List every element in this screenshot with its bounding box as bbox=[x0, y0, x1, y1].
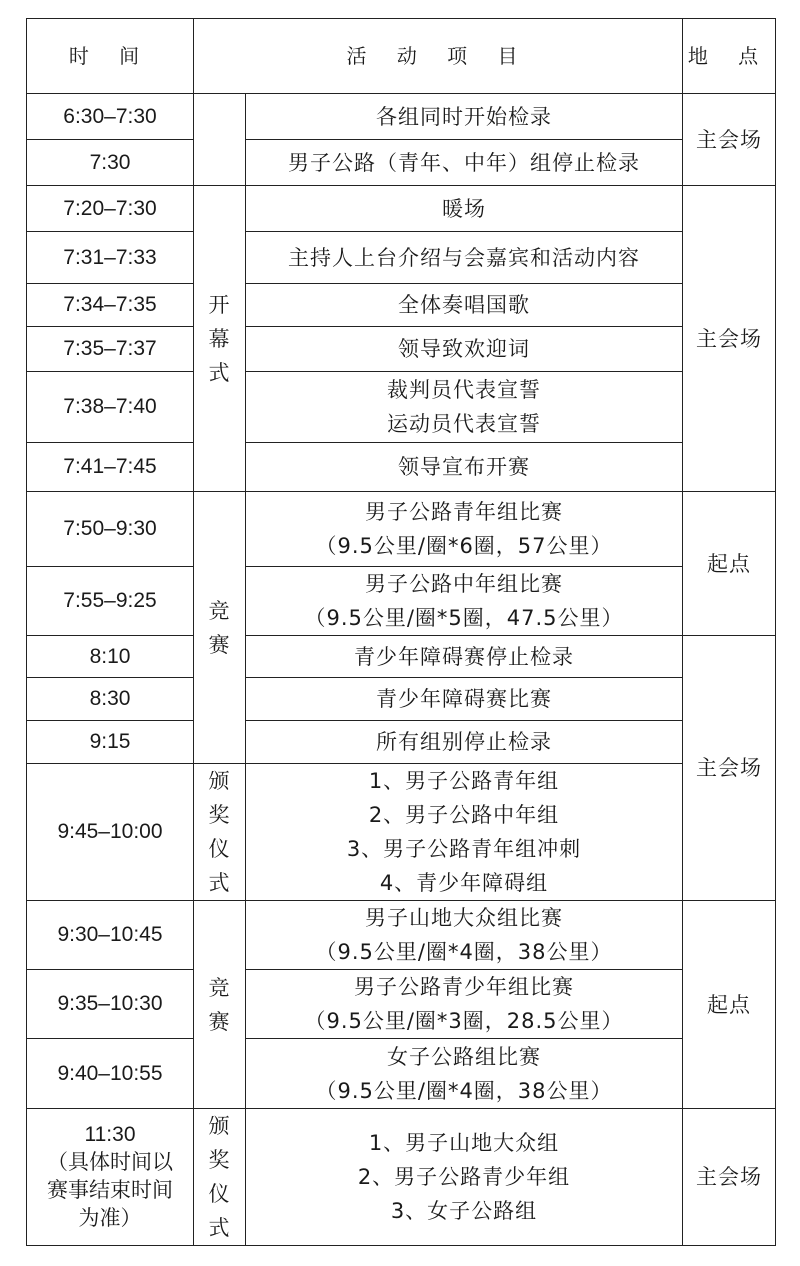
activity-cell: 所有组别停止检录 bbox=[246, 721, 683, 764]
phase-cell-empty bbox=[194, 94, 246, 186]
activity-cell bbox=[246, 970, 683, 1039]
event-schedule-table bbox=[26, 18, 776, 1246]
phase-char: 竞 bbox=[208, 598, 231, 623]
activity-line: 1、男子山地大众组 bbox=[368, 1131, 560, 1155]
time-cell: 7:35–7:37 bbox=[27, 327, 194, 372]
time-cell: 7:30 bbox=[27, 140, 194, 186]
phase-char: 颁 bbox=[208, 769, 231, 793]
table-row bbox=[27, 94, 776, 140]
activity-cell: 男子公路（青年、中年）组停止检录 bbox=[246, 140, 683, 186]
table-row bbox=[27, 140, 776, 186]
activity-line: 4、青少年障碍组 bbox=[379, 871, 549, 895]
activity-line: 1、男子公路青年组 bbox=[368, 769, 560, 793]
table-row bbox=[27, 284, 776, 327]
table-row bbox=[27, 372, 776, 443]
location-cell: 主会场 bbox=[683, 1109, 776, 1246]
phase-char: 式 bbox=[208, 871, 231, 895]
phase-char: 仪 bbox=[208, 1182, 231, 1206]
header-time: 时 间 bbox=[27, 19, 194, 94]
time-cell bbox=[27, 1109, 194, 1246]
time-cell: 9:35–10:30 bbox=[27, 970, 194, 1039]
table-row bbox=[27, 186, 776, 232]
phase-char: 式 bbox=[208, 1216, 231, 1240]
table-row bbox=[27, 970, 776, 1039]
header-activity: 活 动 项 目 bbox=[194, 19, 683, 94]
phase-char: 奖 bbox=[208, 803, 231, 827]
activity-cell: 领导宣布开赛 bbox=[246, 443, 683, 492]
activity-line: 裁判员代表宣誓 bbox=[387, 378, 541, 402]
time-cell: 7:20–7:30 bbox=[27, 186, 194, 232]
activity-line: （9.5公里/圈*5圈，47.5公里） bbox=[304, 606, 624, 630]
table-row bbox=[27, 492, 776, 567]
time-cell: 9:15 bbox=[27, 721, 194, 764]
table-row bbox=[27, 764, 776, 901]
phase-opening-ceremony bbox=[194, 186, 246, 492]
activity-cell bbox=[246, 1039, 683, 1109]
activity-line: 女子公路组比赛 bbox=[387, 1044, 541, 1069]
activity-line: 3、男子公路青年组冲刺 bbox=[346, 837, 582, 861]
table-row bbox=[27, 1109, 776, 1246]
time-cell: 7:55–9:25 bbox=[27, 567, 194, 636]
table-row bbox=[27, 636, 776, 678]
time-cell: 7:34–7:35 bbox=[27, 284, 194, 327]
location-cell: 起点 bbox=[683, 492, 776, 636]
activity-cell bbox=[246, 764, 683, 901]
header-location: 地 点 bbox=[683, 19, 776, 94]
activity-cell: 青少年障碍赛比赛 bbox=[246, 678, 683, 721]
time-cell: 6:30–7:30 bbox=[27, 94, 194, 140]
activity-line: 男子山地大众组比赛 bbox=[365, 906, 563, 930]
phase-char: 开 bbox=[208, 292, 231, 317]
activity-line: 男子公路中年组比赛 bbox=[365, 572, 563, 596]
activity-cell: 暖场 bbox=[246, 186, 683, 232]
table-row bbox=[27, 721, 776, 764]
activity-line: 男子公路青少年组比赛 bbox=[354, 975, 574, 999]
time-cell: 8:30 bbox=[27, 678, 194, 721]
activity-cell bbox=[246, 567, 683, 636]
activity-cell bbox=[246, 492, 683, 567]
table-row bbox=[27, 443, 776, 492]
time-cell: 8:10 bbox=[27, 636, 194, 678]
activity-cell: 主持人上台介绍与会嘉宾和活动内容 bbox=[246, 232, 683, 284]
location-cell: 起点 bbox=[683, 901, 776, 1109]
time-cell: 7:41–7:45 bbox=[27, 443, 194, 492]
phase-char: 赛 bbox=[208, 632, 231, 657]
table-row bbox=[27, 567, 776, 636]
activity-cell: 全体奏唱国歌 bbox=[246, 284, 683, 327]
activity-line: 3、女子公路组 bbox=[390, 1199, 538, 1223]
activity-cell: 各组同时开始检录 bbox=[246, 94, 683, 140]
time-cell: 7:31–7:33 bbox=[27, 232, 194, 284]
activity-cell bbox=[246, 372, 683, 443]
activity-cell bbox=[246, 901, 683, 970]
activity-line: （9.5公里/圈*3圈，28.5公里） bbox=[304, 1009, 624, 1033]
activity-cell bbox=[246, 1109, 683, 1246]
location-cell: 主会场 bbox=[683, 94, 776, 186]
phase-char: 赛 bbox=[208, 1009, 231, 1034]
phase-char: 仪 bbox=[208, 837, 231, 861]
activity-cell: 青少年障碍赛停止检录 bbox=[246, 636, 683, 678]
phase-competition-2 bbox=[194, 901, 246, 1109]
header-row bbox=[27, 19, 776, 94]
table-row bbox=[27, 678, 776, 721]
phase-char: 幕 bbox=[208, 326, 231, 351]
time-line: （具体时间以 bbox=[47, 1151, 173, 1174]
phase-char: 竞 bbox=[208, 975, 231, 1000]
location-cell: 主会场 bbox=[683, 186, 776, 492]
phase-competition bbox=[194, 492, 246, 764]
activity-line: 运动员代表宣誓 bbox=[387, 412, 541, 436]
time-line: 为准） bbox=[78, 1207, 142, 1230]
table-row bbox=[27, 327, 776, 372]
activity-line: 2、男子公路中年组 bbox=[368, 803, 560, 827]
activity-line: （9.5公里/圈*4圈，38公里） bbox=[315, 1078, 613, 1103]
table-row bbox=[27, 1039, 776, 1109]
time-cell: 7:38–7:40 bbox=[27, 372, 194, 443]
time-line: 11:30 bbox=[84, 1123, 136, 1146]
activity-line: （9.5公里/圈*6圈，57公里） bbox=[315, 534, 613, 558]
table-row bbox=[27, 901, 776, 970]
location-cell: 主会场 bbox=[683, 636, 776, 901]
time-cell: 9:45–10:00 bbox=[27, 764, 194, 901]
phase-char: 奖 bbox=[208, 1148, 231, 1172]
activity-cell: 领导致欢迎词 bbox=[246, 327, 683, 372]
time-line: 赛事结束时间 bbox=[47, 1179, 173, 1202]
phase-award-ceremony-2 bbox=[194, 1109, 246, 1246]
table-row bbox=[27, 232, 776, 284]
activity-line: （9.5公里/圈*4圈，38公里） bbox=[315, 940, 613, 964]
activity-line: 2、男子公路青少年组 bbox=[357, 1165, 571, 1189]
time-cell: 9:30–10:45 bbox=[27, 901, 194, 970]
phase-award-ceremony bbox=[194, 764, 246, 901]
phase-char: 式 bbox=[208, 360, 231, 385]
activity-line: 男子公路青年组比赛 bbox=[365, 500, 563, 524]
time-cell: 7:50–9:30 bbox=[27, 492, 194, 567]
time-cell: 9:40–10:55 bbox=[27, 1039, 194, 1109]
phase-char: 颁 bbox=[208, 1114, 231, 1138]
